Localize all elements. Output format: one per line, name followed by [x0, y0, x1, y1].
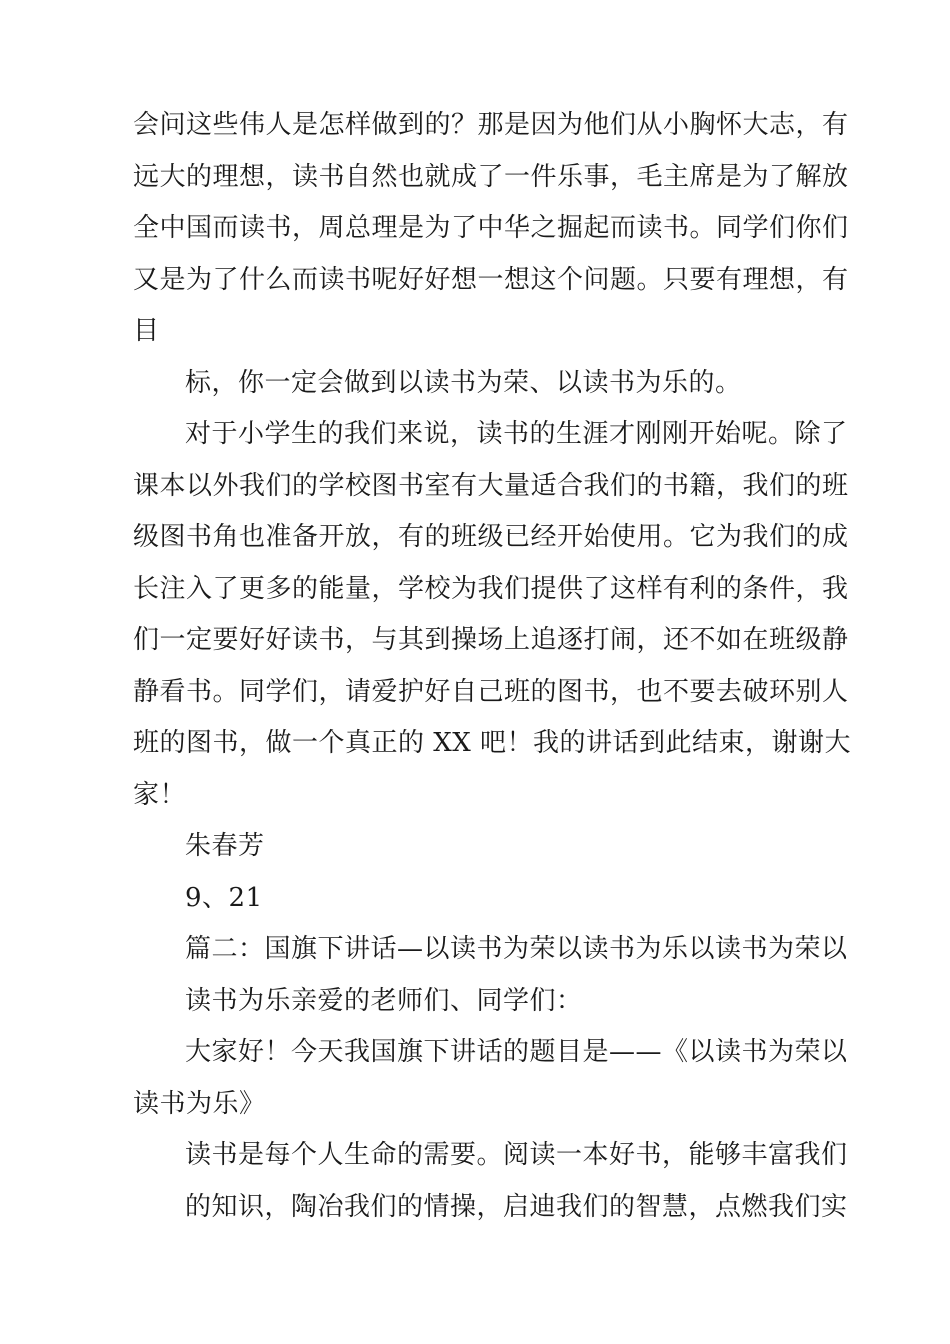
text-line: 会问这些伟人是怎样做到的？那是因为他们从小胸怀大志，有 [133, 110, 849, 140]
text-line: 对于小学生的我们来说，读书的生涯才刚刚开始呢。除了 [185, 419, 848, 449]
text-line: 目 [133, 316, 160, 346]
text-line: 篇二：国旗下讲话—以读书为荣以读书为乐以读书为荣以 [185, 934, 848, 964]
text-line: 课本以外我们的学校图书室有大量适合我们的书籍，我们的班 [133, 470, 849, 501]
text-line: 读书为乐》 [133, 1088, 266, 1119]
text-line: 读书是每个人生命的需要。阅读一本好书，能够丰富我们 [185, 1140, 848, 1170]
text-line: 长注入了更多的能量，学校为我们提供了这样有利的条件，我 [133, 573, 849, 604]
text-line: 级图书角也准备开放，有的班级已经开始使用。它为我们的成 [133, 522, 849, 552]
text-line: 远大的理想，读书自然也就成了一件乐事，毛主席是为了解放 [133, 161, 849, 192]
text-line: 朱春芳 [185, 831, 265, 861]
document-body [133, 100, 852, 1233]
text-line: 家！ [133, 779, 187, 810]
text-line: 大家好！今天我国旗下讲话的题目是——《以读书为荣以 [185, 1037, 848, 1067]
text-line: 读书为乐亲爱的老师们、同学们： [185, 985, 583, 1016]
text-line: 们一定要好好读书，与其到操场上追逐打闹，还不如在班级静 [133, 625, 849, 655]
text-line: 标，你一定会做到以读书为荣、以读书为乐的。 [185, 367, 742, 398]
text-line: 又是为了什么而读书呢好好想一想这个问题。只要有理想，有 [133, 264, 849, 295]
text-line: 静看书。同学们，请爱护好自己班的图书，也不要去破环别人 [133, 676, 849, 707]
text-line: 9、21 [185, 882, 263, 913]
text-line: 的知识，陶冶我们的情操，启迪我们的智慧，点燃我们实 [185, 1191, 848, 1222]
text-line: 班的图书，做一个真正的 XX 吧！我的讲话到此结束，谢谢大 [133, 728, 852, 758]
text-line: 全中国而读书，周总理是为了中华之掘起而读书。同学们你们 [133, 213, 849, 243]
